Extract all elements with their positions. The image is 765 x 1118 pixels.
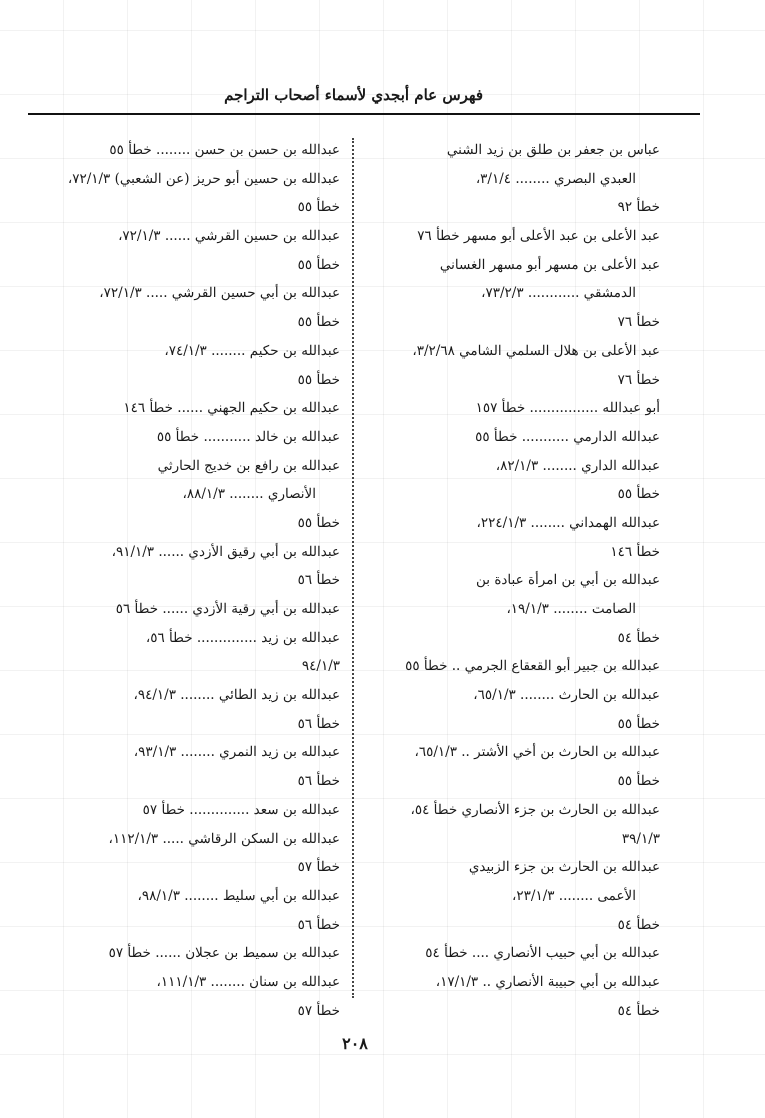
index-entry-line: خطأ ١٤٦ [610,543,660,560]
index-entry-line: عبدالله بن الحارث بن جزء الزبيدي [468,859,660,876]
index-entry-line: عبدالله بن أبي حبيب الأنصاري .... خطأ ٥٤ [425,945,660,962]
index-entry-line: خطأ ٥٤ [617,629,660,646]
index-entry-line: عبدالله بن حسين أبو حريز (عن الشعبي) ٧٢/١/٣، [67,170,340,187]
index-entry-line: عبد الأعلى بن عبد الأعلى أبو مسهر خطأ ٧٦ [417,228,660,245]
index-entry-line: عبدالله بن أبي رقية الأزدي ...... خطأ ٥٦ [115,601,340,617]
index-entry-line: عبدالله بن سميط بن عجلان ...... خطأ ٥٧ [108,945,340,962]
index-entry-line: عبدالله بن حكيم ........ ٧٤/١/٣، [164,342,340,359]
index-entry-line: خطأ ٥٦ [297,773,340,790]
index-entry-line: عبدالله بن زيد النمري ........ ٩٣/١/٣، [133,744,340,761]
index-entry-line: عبدالله بن زيد .............. خطأ ٥٦، [145,629,340,646]
index-entry-line: عبدالله بن سعد .............. خطأ ٥٧ [142,801,340,818]
index-entry-line: خطأ ٥٧ [297,859,340,876]
index-entry-line: الأعمى ........ ٢٣/١/٣، [512,887,636,904]
index-entry-line: الدمشقي ............ ٧٣/٢/٣، [481,285,636,302]
index-entry-line: خطأ ٥٥ [617,715,660,732]
index-entry-line: خطأ ٥٦ [297,572,340,589]
index-entry-line: خطأ ٥٥ [617,773,660,790]
index-entry-line: عبد الأعلى بن مسهر أبو مسهر الغساني [439,256,660,273]
index-entry-line: خطأ ٥٥ [617,486,660,503]
index-entry-line: خطأ ٥٤ [617,916,660,933]
index-entry-line: ٣٩/١/٣ [621,830,660,847]
index-entry-line: عبدالله بن الحارث بن أخي الأشتر .. ٦٥/١/٣، [414,744,660,761]
index-entry-line: خطأ ٥٦ [297,715,340,732]
index-entry-line: خطأ ٥٥ [297,371,340,388]
index-entry-line: خطأ ٥٤ [617,1002,660,1019]
index-entry-line: خطأ ٥٥ [297,199,340,216]
index-entry-line: عبدالله الهمداني ........ ٢٢٤/١/٣، [476,514,660,531]
index-entry-line: خطأ ٥٧ [297,1002,340,1019]
header-rule [28,113,700,115]
index-entry-line: خطأ ٥٦ [297,916,340,933]
index-entry-line: عبدالله بن حسين القرشي ...... ٧٢/١/٣، [118,228,340,245]
index-entry-line: عبدالله بن أبي حبيبة الأنصاري .. ١٧/١/٣، [435,973,660,990]
index-entry-line: عبدالله بن رافع بن خديج الحارثي [157,457,340,474]
index-entry-line: خطأ ٧٦ [617,314,660,331]
index-entry-line: ٩٤/١/٣ [301,658,340,675]
index-entry-line: عبدالله بن حسن بن حسن ........ خطأ ٥٥ [109,142,340,158]
index-entry-line: خطأ ٥٥ [297,314,340,331]
index-column-right [368,136,660,1025]
index-entry-line: عبدالله بن الحارث ........ ٦٥/١/٣، [473,687,660,704]
index-entry-line: عباس بن جعفر بن طلق بن زيد الشني [446,142,660,158]
index-entry-line: العبدي البصري ........ ٣/١/٤، [475,170,636,187]
index-entry-line: عبد الأعلى بن هلال السلمي الشامي ٣/٢/٦٨، [412,342,660,359]
index-entry-line: خطأ ٩٢ [617,199,660,216]
index-column-left [40,136,340,1025]
index-entry-line: عبدالله بن حكيم الجهني ...... خطأ ١٤٦ [123,400,340,417]
index-entry-line: عبدالله بن خالد ........... خطأ ٥٥ [156,428,340,445]
index-entry-line: عبدالله بن أبي سليط ........ ٩٨/١/٣، [137,887,340,904]
index-entry-line: عبدالله بن أبي بن امرأة عبادة بن [476,572,660,589]
index-entry-line: عبدالله بن زيد الطائي ........ ٩٤/١/٣، [133,687,340,704]
index-entry-line: عبدالله بن أبي حسين القرشي ..... ٧٢/١/٣، [99,285,340,302]
index-entry-line: خطأ ٥٥ [297,514,340,531]
index-entry-line: الأنصاري ........ ٨٨/١/٣، [182,486,316,503]
index-entry-line: عبدالله الداري ........ ٨٢/١/٣، [495,457,660,474]
index-entry-line: خطأ ٧٦ [617,371,660,388]
running-header-title: فهرس عام أبجدي لأسماء أصحاب التراجم [224,86,483,104]
index-entry-line: عبدالله بن الحارث بن جزء الأنصاري خطأ ٥٤، [410,801,660,818]
page-number: ٢٠٨ [342,1034,368,1053]
column-divider [352,138,354,998]
index-entry-line: عبدالله بن جبير أبو القعقاع الجرمي .. خطأ ٥٥ [405,658,660,675]
index-entry-line: عبدالله بن سنان ........ ١١١/١/٣، [156,973,340,990]
index-entry-line: أبو عبدالله ................ خطأ ١٥٧ [475,400,660,417]
index-entry-line: الصامت ........ ١٩/١/٣، [506,601,636,617]
index-entry-line: عبدالله بن السكن الرقاشي ..... ١١٢/١/٣، [108,830,340,847]
index-entry-line: خطأ ٥٥ [297,256,340,273]
index-entry-line: عبدالله الدارمي ........... خطأ ٥٥ [475,428,660,445]
index-entry-line: عبدالله بن أبي رقيق الأزدي ...... ٩١/١/٣، [111,543,340,560]
